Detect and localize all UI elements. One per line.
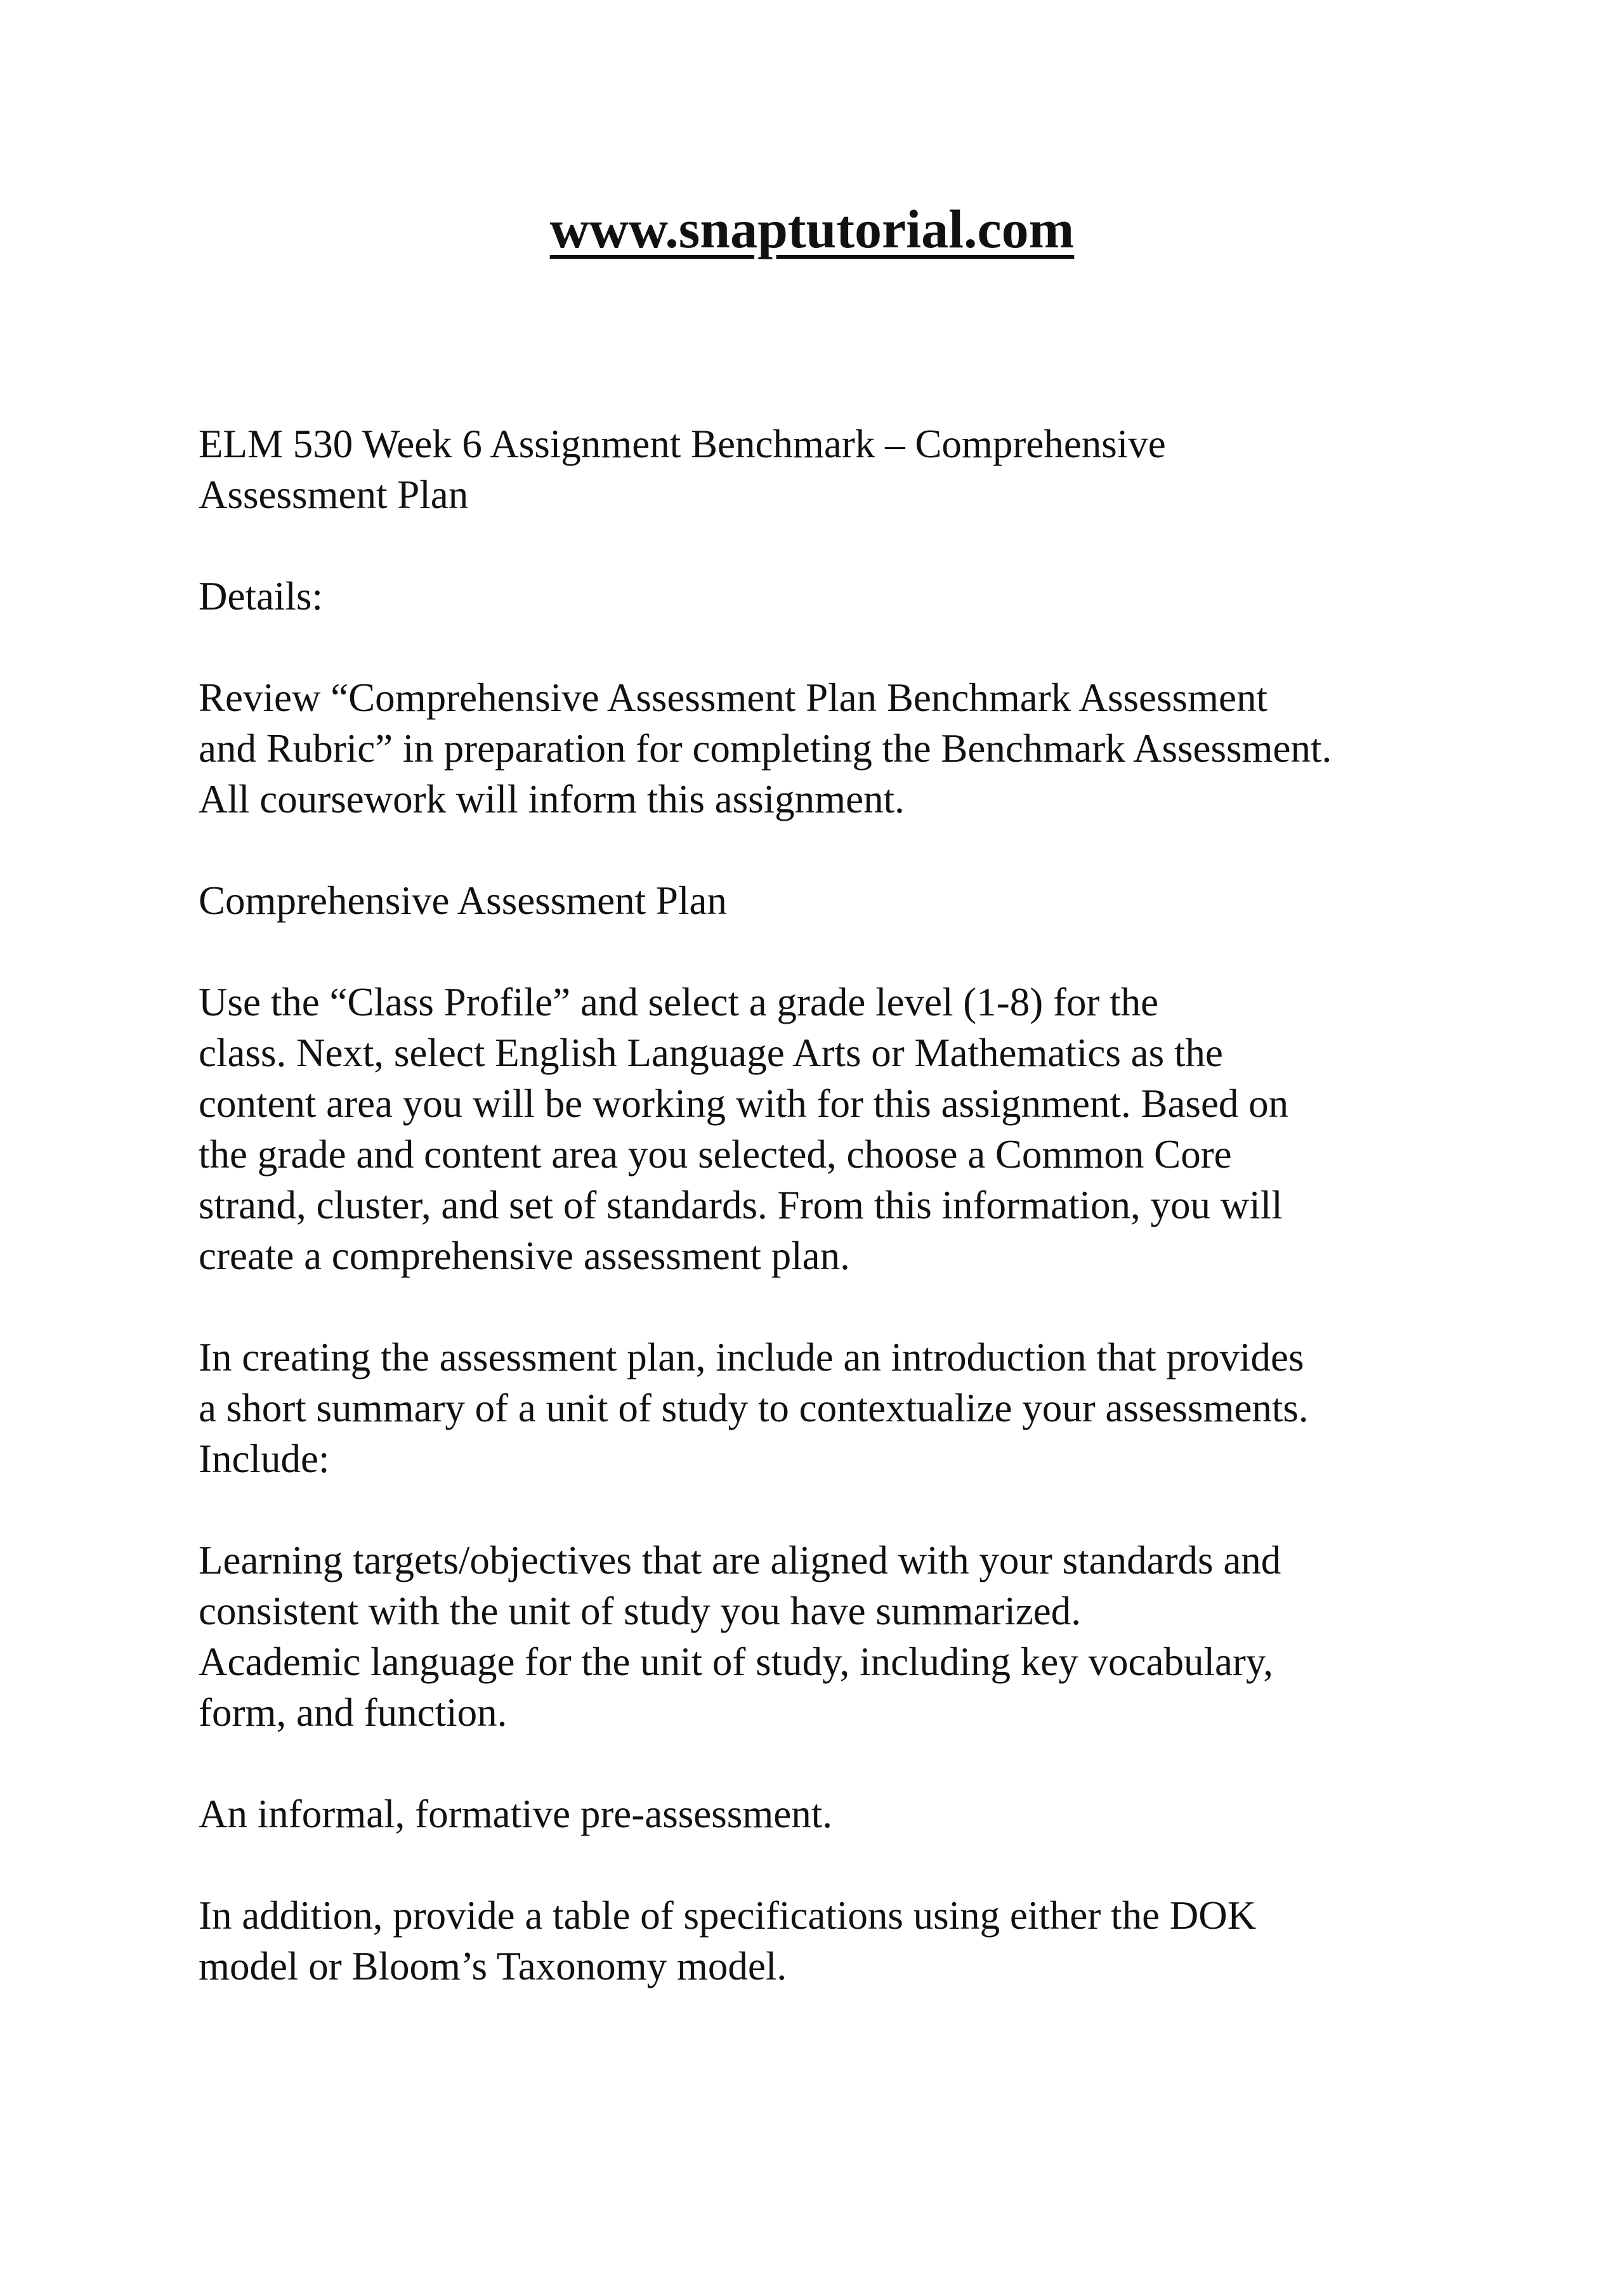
intro-line-3: Include:: [199, 1437, 330, 1481]
addition-line-1: In addition, provide a table of specifications using either the DOK: [199, 1893, 1257, 1938]
instructions-line-5: strand, cluster, and set of standards. From this information, you will: [199, 1183, 1283, 1227]
title-line-2: Assessment Plan: [199, 473, 469, 517]
include-line-2: consistent with the unit of study you have summarized.: [199, 1589, 1082, 1633]
include-line-4: form, and function.: [199, 1690, 508, 1735]
preassessment-paragraph: [199, 1789, 1486, 1839]
details-label: [199, 571, 1486, 622]
intro-paragraph: [199, 1332, 1486, 1484]
instructions-line-3: content area you will be working with for this assignment. Based on: [199, 1081, 1289, 1126]
instructions-line-2: class. Next, select English Language Arts or Mathematics as the: [199, 1031, 1223, 1075]
intro-line-2: a short summary of a unit of study to contextualize your assessments.: [199, 1386, 1309, 1430]
instructions-line-6: create a comprehensive assessment plan.: [199, 1234, 850, 1278]
preassessment-line: An informal, formative pre-assessment.: [199, 1792, 832, 1836]
addition-line-2: model or Bloom’s Taxonomy model.: [199, 1944, 787, 1988]
review-line-3: All coursework will inform this assignment.: [199, 777, 905, 821]
section-heading: [199, 875, 1486, 926]
document-body: [199, 419, 1486, 2042]
assignment-title: [199, 419, 1486, 520]
addition-paragraph: [199, 1890, 1486, 1992]
instructions-line-4: the grade and content area you selected, choose a Common Core: [199, 1132, 1232, 1177]
review-line-2: and Rubric” in preparation for completing the Benchmark Assessment.: [199, 726, 1332, 771]
instructions-line-1: Use the “Class Profile” and select a grade level (1-8) for the: [199, 980, 1159, 1024]
details-label-text: Details:: [199, 574, 323, 618]
section-heading-text: Comprehensive Assessment Plan: [199, 878, 727, 923]
include-line-3: Academic language for the unit of study, including key vocabulary,: [199, 1640, 1274, 1684]
title-line-1: ELM 530 Week 6 Assignment Benchmark – Comprehensive: [199, 422, 1166, 466]
include-paragraph: [199, 1535, 1486, 1738]
review-line-1: Review “Comprehensive Assessment Plan Benchmark Assessment: [199, 675, 1268, 720]
intro-line-1: In creating the assessment plan, include an introduction that provides: [199, 1335, 1304, 1380]
review-paragraph: [199, 672, 1486, 825]
include-line-1: Learning targets/objectives that are aligned with your standards and: [199, 1538, 1281, 1582]
site-link[interactable]: www.snaptutorial.com: [549, 199, 1075, 259]
instructions-paragraph: [199, 977, 1486, 1281]
